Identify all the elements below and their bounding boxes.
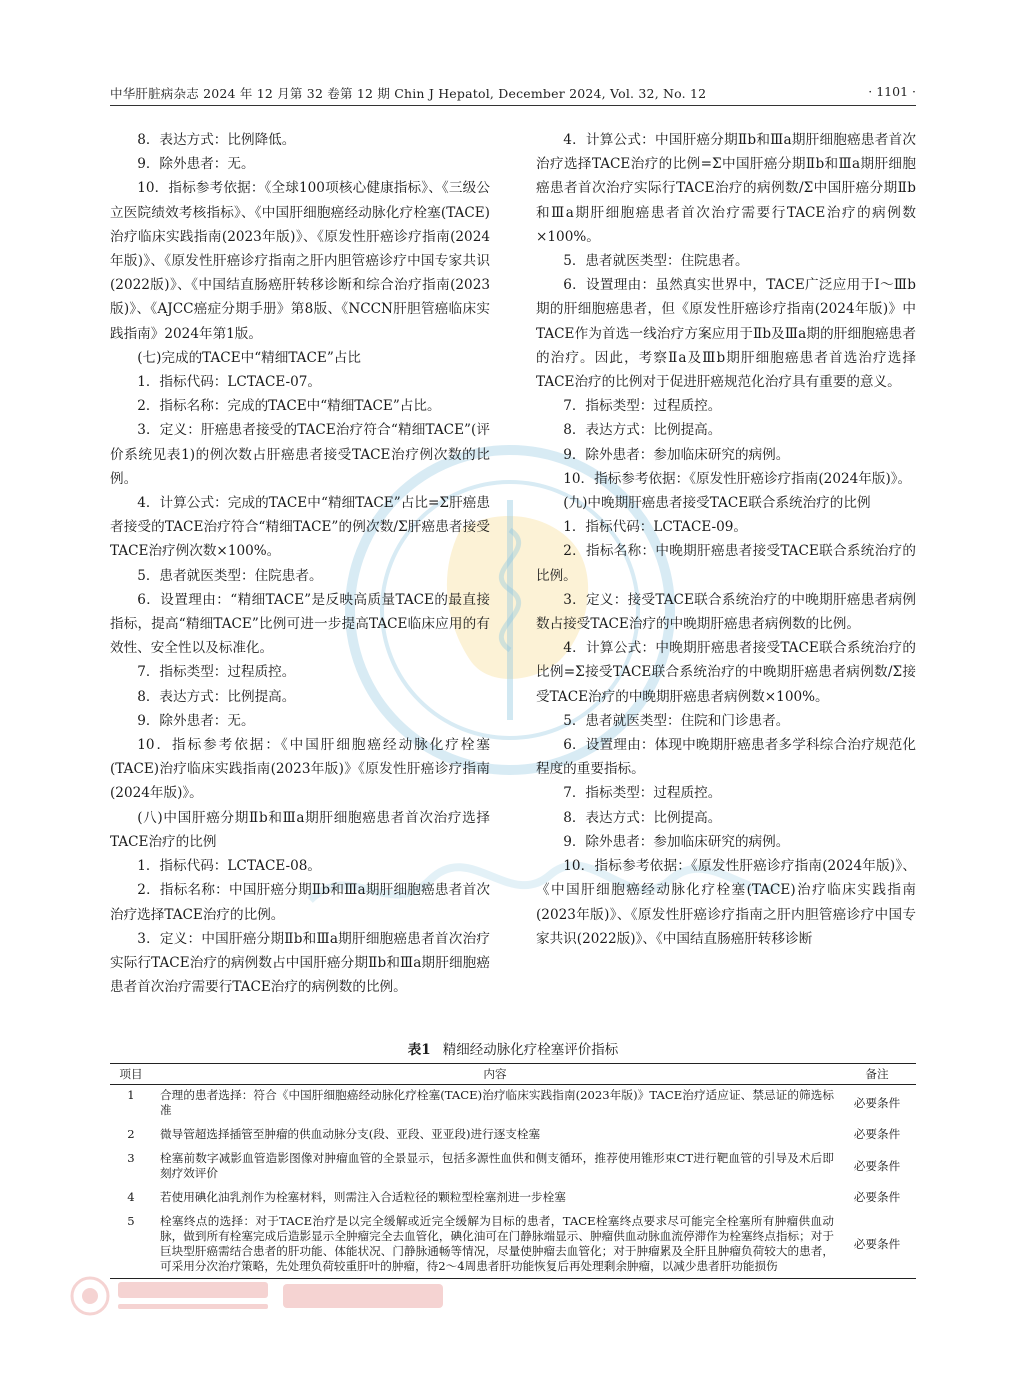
paragraph: 10．指标参考依据：《全球100项核心健康指标》、《三级公立医院绩效考核指标》、《中国肝细胞癌经动脉化疗栓塞(TACE)治疗临床实践指南(2023年版)》、《原发性肝癌诊疗指南(2024年版)》、《原发性肝癌诊疗指南之肝内胆管癌诊疗中国专家共识(2022版)》、《中国结直肠癌肝转移诊断和综合治疗指南(2023版)》、《AJCC癌症分期手册》第8版、《NCCN肝胆管癌临床实践指南》2024年第1版。: [110, 180, 490, 342]
section-heading: (九)中晚期肝癌患者接受TACE联合系统治疗的比例: [563, 495, 871, 512]
header-item: 项目: [110, 1064, 152, 1085]
paragraph: 9．除外患者：无。: [137, 156, 255, 173]
table-row: [110, 1211, 916, 1279]
table-row: [110, 1085, 916, 1125]
paragraph: 10．指标参考依据：《原发性肝癌诊疗指南(2024年版)》、《中国肝细胞癌经动脉化疗栓塞(TACE)治疗临床实践指南(2023年版)》、《原发性肝癌诊疗指南之肝内胆管癌诊疗中国专家共识(2022版)》、《中国结直肠癌肝转移诊断: [536, 858, 916, 947]
cell-content: 微导管超选择插管至肿瘤的供血动脉分支(段、亚段、亚亚段)进行逐支栓塞: [160, 1127, 541, 1141]
cell-item: 5: [110, 1211, 152, 1279]
header-note: 备注: [838, 1064, 916, 1085]
cell-note: 必要条件: [853, 1127, 901, 1141]
table-row: [110, 1148, 916, 1187]
table-row: [110, 1187, 916, 1211]
page-number: · 1101 ·: [868, 84, 916, 99]
cell-item: 2: [127, 1127, 135, 1141]
paragraph: 9．除外患者：参加临床研究的病例。: [563, 833, 790, 850]
table-header-row: [110, 1064, 916, 1085]
paragraph: 6．设置理由：“精细TACE”是反映高质量TACE的最直接指标，提高“精细TACE”比例可进一步提高TACE临床应用的有效性、安全性以及标准化。: [110, 591, 490, 657]
paragraph: 6．设置理由：虽然真实世界中，TACE广泛应用于Ⅰ～Ⅲb期的肝细胞癌患者，但《原发性肝癌诊疗指南(2024年版)》中TACE作为首选一线治疗方案应用于Ⅱb及Ⅲa期的肝细胞癌患者的治疗。因此，考察Ⅱa及Ⅲb期肝细胞癌患者首选治疗选择TACE治疗的比例对于促进肝癌规范化治疗具有重要的意义。: [536, 277, 916, 391]
running-header: [110, 84, 916, 104]
paragraph: 8．表达方式：比例提高。: [563, 422, 722, 439]
paragraph: 4．计算公式：中国肝癌分期Ⅱb和Ⅲa期肝细胞癌患者首次治疗选择TACE治疗的比例=Σ中国肝癌分期Ⅱb和Ⅲa期肝细胞癌患者首次治疗实际行TACE治疗的病例数/Σ中国肝癌分期Ⅱb和Ⅲa期肝细胞癌患者首次治疗需要行TACE治疗的病例数×100%。: [536, 132, 916, 245]
left-column: [110, 128, 490, 999]
cell-note: 必要条件: [853, 1190, 901, 1204]
paragraph: 10．指标参考依据：《中国肝细胞癌经动脉化疗栓塞(TACE)治疗临床实践指南(2023年版)》《原发性肝癌诊疗指南(2024年版)》。: [110, 737, 490, 802]
paragraph: 10．指标参考依据：《原发性肝癌诊疗指南(2024年版)》。: [563, 470, 912, 487]
paragraph: 1．指标代码：LCTACE-07。: [137, 374, 322, 391]
cell-note: 必要条件: [853, 1158, 901, 1173]
cell-note: 必要条件: [838, 1211, 916, 1279]
paragraph: 5．患者就医类型：住院患者。: [137, 567, 323, 584]
header-content: 内容: [152, 1064, 838, 1085]
cell-item: 4: [127, 1190, 135, 1204]
paragraph: 8．表达方式：比例提高。: [563, 809, 722, 826]
publisher-logo-watermark: [68, 1272, 468, 1320]
paragraph: 5．患者就医类型：住院患者。: [563, 253, 749, 270]
section-heading: (八)中国肝癌分期Ⅱb和Ⅲa期肝细胞癌患者首次治疗选择TACE治疗的比例: [110, 809, 490, 850]
evaluation-table: [110, 1063, 916, 1279]
paragraph: 7．指标类型：过程质控。: [563, 398, 722, 415]
cell-item: 1: [127, 1088, 135, 1102]
paragraph: 3．定义：中国肝癌分期Ⅱb和Ⅲa期肝细胞癌患者首次治疗实际行TACE治疗的病例数占中国肝癌分期Ⅱb和Ⅲa期肝细胞癌患者首次治疗需要行TACE治疗的病例数的比例。: [110, 930, 490, 996]
cell-content: 若使用碘化油乳剂作为栓塞材料，则需注入合适粒径的颗粒型栓塞剂进一步栓塞: [160, 1190, 566, 1204]
table-title: 精细经动脉化疗栓塞评价指标: [442, 1042, 619, 1058]
paragraph: 2．指标名称：中国肝癌分期Ⅱb和Ⅲa期肝细胞癌患者首次治疗选择TACE治疗的比例。: [110, 882, 490, 923]
cell-content: 栓塞终点的选择：对于TACE治疗是以完全缓解或近完全缓解为目标的患者，TACE栓塞终点要求尽可能完全栓塞所有肿瘤供血动脉，做到所有栓塞完成后造影显示全肿瘤完全去血管化，碘化油可在门静脉端显示、肿瘤供血动脉血流停滞作为栓塞终点指标；对于巨块型肝癌需结合患者的肝功能、体能状况、门静脉通畅等情况，尽量使肿瘤去血管化；对于肿瘤累及全肝且肿瘤负荷较大的患者，可采用分次治疗策略，先处理负荷较重肝叶的肿瘤，待2～4周患者肝功能恢复后再处理剩余肿瘤，以减少患者肝功能损伤: [152, 1211, 838, 1279]
table-number: 表1: [407, 1042, 431, 1058]
cell-content: 合理的患者选择：符合《中国肝细胞癌经动脉化疗栓塞(TACE)治疗临床实践指南(2023年版)》TACE治疗适应证、禁忌证的筛选标准: [160, 1088, 834, 1117]
journal-citation: 中华肝脏病杂志 2024 年 12 月第 32 卷第 12 期 Chin J Hepatol, December 2024, Vol. 32, No. 12: [110, 86, 707, 101]
table-caption: [110, 1038, 916, 1058]
paragraph: 8．表达方式：比例降低。: [137, 132, 296, 148]
paragraph: 9．除外患者：参加临床研究的病例。: [563, 446, 790, 463]
paragraph: 8．表达方式：比例提高。: [137, 688, 296, 705]
paragraph: 2．指标名称：中晚期肝癌患者接受TACE联合系统治疗的比例。: [536, 543, 916, 584]
header-rule: [110, 105, 916, 106]
paragraph: 1．指标代码：LCTACE-08。: [137, 858, 322, 875]
paragraph: 4．计算公式：完成的TACE中“精细TACE”占比=Σ肝癌患者接受的TACE治疗符合“精细TACE”的例次数/Σ肝癌患者接受TACE治疗例次数×100%。: [110, 495, 490, 560]
paragraph: 9．除外患者：无。: [137, 712, 255, 729]
paragraph: 4．计算公式：中晚期肝癌患者接受TACE联合系统治疗的比例=Σ接受TACE联合系统治疗的中晚期肝癌患者病例数/Σ接受TACE治疗的中晚期肝癌患者病例数×100%。: [536, 640, 916, 705]
paragraph: 6．设置理由：体现中晚期肝癌患者多学科综合治疗规范化程度的重要指标。: [536, 737, 916, 778]
paragraph: 1．指标代码：LCTACE-09。: [563, 519, 748, 536]
paragraph: 7．指标类型：过程质控。: [137, 664, 296, 681]
right-column: [536, 128, 916, 951]
cell-note: 必要条件: [853, 1095, 901, 1110]
paragraph: 3．定义：接受TACE联合系统治疗的中晚期肝癌患者病例数占接受TACE治疗的中晚期肝癌患者病例数的比例。: [536, 591, 916, 633]
paragraph: 3．定义：肝癌患者接受的TACE治疗符合“精细TACE”(评价系统见表1)的例次数占肝癌患者接受TACE治疗例次数的比例。: [110, 422, 490, 487]
table-row: [110, 1124, 916, 1148]
cell-item: 3: [127, 1151, 135, 1165]
paragraph: 7．指标类型：过程质控。: [563, 785, 722, 802]
paragraph: 5．患者就医类型：住院和门诊患者。: [563, 712, 790, 729]
section-heading: (七)完成的TACE中“精细TACE”占比: [137, 349, 361, 366]
cell-content: 栓塞前数字减影血管造影图像对肿瘤血管的全景显示，包括多源性血供和侧支循环，推荐使用锥形束CT进行靶血管的引导及术后即刻疗效评价: [160, 1151, 834, 1180]
paragraph: 2．指标名称：完成的TACE中“精细TACE”占比。: [137, 398, 441, 415]
